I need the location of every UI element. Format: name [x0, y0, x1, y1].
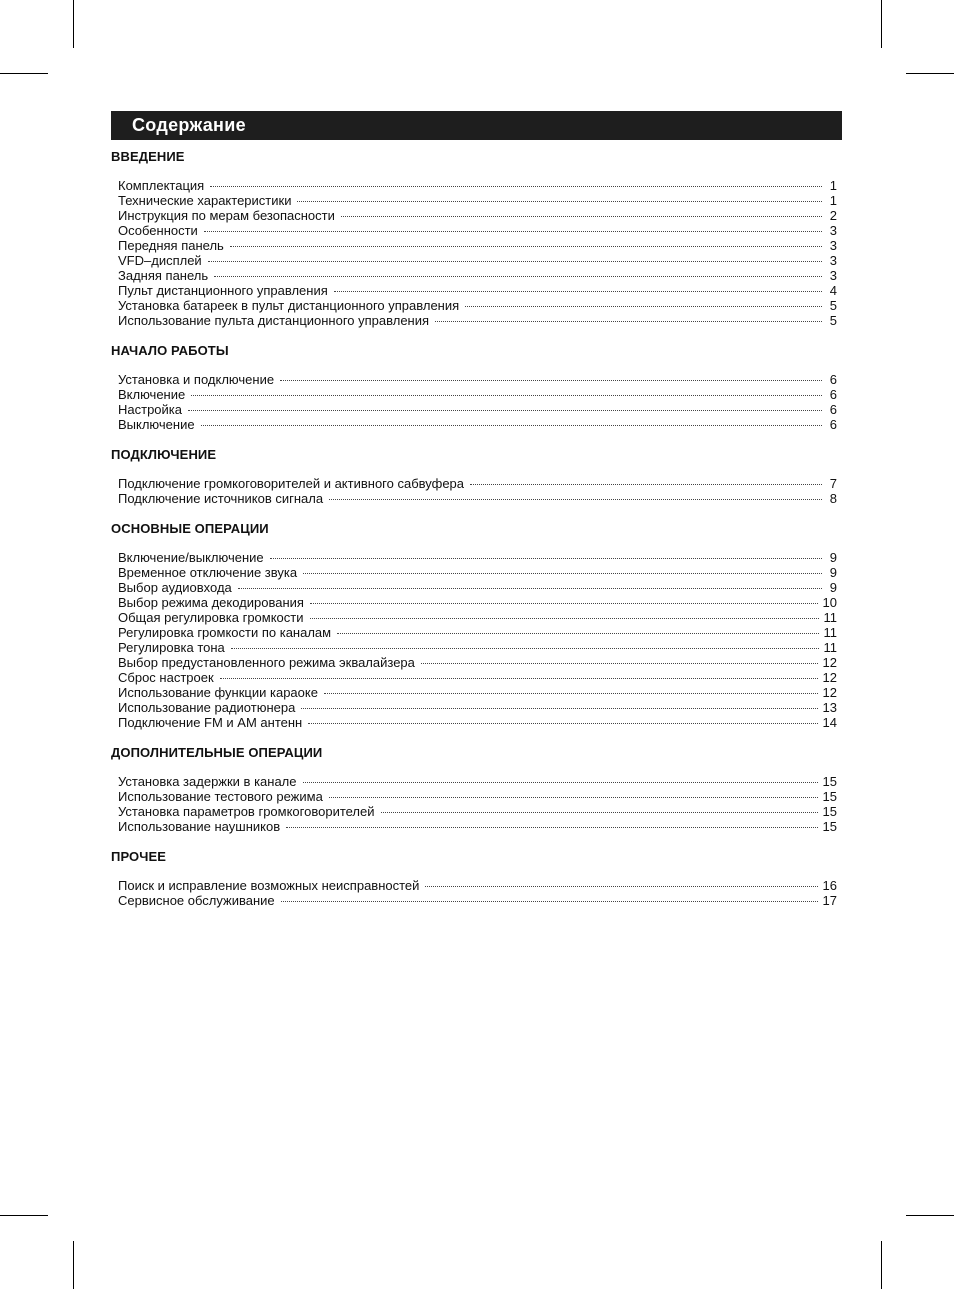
dot-leader	[280, 380, 822, 381]
entry-page-number: 17	[822, 893, 837, 908]
entry-label: Пульт дистанционного управления	[118, 283, 328, 298]
dot-leader	[208, 261, 822, 262]
toc-entry[interactable]	[111, 789, 842, 804]
dot-leader	[310, 618, 819, 619]
entry-label: Передняя панель	[118, 238, 224, 253]
entry-page-number: 16	[822, 878, 837, 893]
entry-page-number: 3	[829, 238, 837, 253]
toc-entry[interactable]	[111, 595, 842, 610]
entry-label: Инструкция по мерам безопасности	[118, 208, 335, 223]
entry-label: Общая регулировка громкости	[118, 610, 304, 625]
dot-leader	[286, 827, 817, 828]
toc-entry[interactable]	[111, 238, 842, 253]
toc-section	[111, 148, 842, 328]
entry-page-number: 3	[829, 268, 837, 283]
dot-leader	[231, 648, 819, 649]
toc-entry[interactable]	[111, 223, 842, 238]
entry-label: Технические характеристики	[118, 193, 292, 208]
entry-page-number: 12	[822, 655, 837, 670]
entry-page-number: 10	[822, 595, 837, 610]
dot-leader	[337, 633, 818, 634]
entry-label: Регулировка тона	[118, 640, 225, 655]
entry-page-number: 1	[829, 178, 837, 193]
toc-entry[interactable]	[111, 193, 842, 208]
entry-page-number: 6	[829, 372, 837, 387]
entry-label: Включение	[118, 387, 186, 402]
entry-label: Настройка	[118, 402, 182, 417]
toc-entry[interactable]	[111, 417, 842, 432]
toc-entry[interactable]	[111, 893, 842, 908]
dot-leader	[329, 797, 818, 798]
entry-label: Поиск и исправление возможных неисправностей	[118, 878, 420, 893]
crop-mark-top-right-vertical	[881, 0, 882, 48]
crop-mark-bottom-left-horizontal	[0, 1215, 48, 1216]
toc-entry[interactable]	[111, 313, 842, 328]
entry-page-number: 6	[829, 417, 837, 432]
toc-entry[interactable]	[111, 476, 842, 491]
toc-entry[interactable]	[111, 208, 842, 223]
entry-page-number: 15	[822, 789, 837, 804]
entry-label: Регулировка громкости по каналам	[118, 625, 332, 640]
entry-label: Использование наушников	[118, 819, 281, 834]
toc-entry[interactable]	[111, 625, 842, 640]
toc-entry[interactable]	[111, 610, 842, 625]
entry-label: Установка батареек в пульт дистанционного управления	[118, 298, 460, 313]
dot-leader	[329, 499, 822, 500]
dot-leader	[214, 276, 822, 277]
dot-leader	[324, 693, 818, 694]
toc-entry[interactable]	[111, 253, 842, 268]
dot-leader	[301, 708, 817, 709]
toc-entry[interactable]	[111, 878, 842, 893]
entry-page-number: 5	[829, 313, 837, 328]
entry-page-number: 13	[822, 700, 837, 715]
entry-page-number: 9	[829, 550, 837, 565]
toc-section	[111, 520, 842, 730]
entry-label: Сброс настроек	[118, 670, 214, 685]
entry-page-number: 8	[829, 491, 837, 506]
entry-label: Включение/выключение	[118, 550, 264, 565]
toc-entry[interactable]	[111, 700, 842, 715]
dot-leader	[435, 321, 822, 322]
entry-page-number: 1	[829, 193, 837, 208]
dot-leader	[191, 395, 822, 396]
dot-leader	[425, 886, 817, 887]
crop-mark-bottom-right-vertical	[881, 1241, 882, 1289]
table-of-contents	[111, 148, 842, 922]
entry-label: Подключение FM и AM антенн	[118, 715, 303, 730]
entry-label: Временное отключение звука	[118, 565, 298, 580]
entry-page-number: 11	[823, 610, 837, 625]
dot-leader	[341, 216, 822, 217]
dot-leader	[465, 306, 822, 307]
toc-entry[interactable]	[111, 402, 842, 417]
dot-leader	[210, 186, 822, 187]
toc-section	[111, 446, 842, 506]
crop-mark-top-right-horizontal	[906, 73, 954, 74]
dot-leader	[308, 723, 817, 724]
entry-label: VFD–дисплей	[118, 253, 202, 268]
entry-page-number: 15	[822, 774, 837, 789]
entry-label: Сервисное обслуживание	[118, 893, 275, 908]
entry-page-number: 11	[823, 640, 837, 655]
toc-entry[interactable]	[111, 640, 842, 655]
entry-page-number: 7	[829, 476, 837, 491]
toc-entry[interactable]	[111, 283, 842, 298]
toc-entry[interactable]	[111, 550, 842, 565]
dot-leader	[303, 782, 818, 783]
entry-page-number: 5	[829, 298, 837, 313]
dot-leader	[238, 588, 822, 589]
entry-label: Комплектация	[118, 178, 205, 193]
entry-label: Использование тестового режима	[118, 789, 323, 804]
toc-entry[interactable]	[111, 372, 842, 387]
toc-entry[interactable]	[111, 491, 842, 506]
entry-label: Выбор режима декодирования	[118, 595, 304, 610]
entry-label: Подключение громкоговорителей и активного сабвуфера	[118, 476, 465, 491]
crop-mark-bottom-right-horizontal	[906, 1215, 954, 1216]
entry-label: Установка и подключение	[118, 372, 275, 387]
entry-label: Выбор предустановленного режима эквалайзера	[118, 655, 415, 670]
entry-label: Особенности	[118, 223, 198, 238]
entry-page-number: 3	[829, 223, 837, 238]
entry-label: Выбор аудиовхода	[118, 580, 232, 595]
dot-leader	[334, 291, 822, 292]
toc-entry[interactable]	[111, 387, 842, 402]
toc-entry[interactable]	[111, 178, 842, 193]
crop-mark-bottom-left-vertical	[73, 1241, 74, 1289]
dot-leader	[270, 558, 822, 559]
toc-entry[interactable]	[111, 774, 842, 789]
dot-leader	[204, 231, 822, 232]
dot-leader	[381, 812, 818, 813]
toc-entry[interactable]	[111, 804, 842, 819]
dot-leader	[297, 201, 822, 202]
dot-leader	[470, 484, 822, 485]
crop-mark-top-left-horizontal	[0, 73, 48, 74]
section-heading: ДОПОЛНИТЕЛЬНЫЕ ОПЕРАЦИИ	[111, 745, 323, 760]
entry-page-number: 12	[822, 670, 837, 685]
toc-section	[111, 848, 842, 908]
entry-page-number: 6	[829, 402, 837, 417]
toc-entry[interactable]	[111, 715, 842, 730]
section-heading: НАЧАЛО РАБОТЫ	[111, 343, 229, 358]
entry-label: Установка параметров громкоговорителей	[118, 804, 375, 819]
section-heading: ПРОЧЕЕ	[111, 849, 167, 864]
dot-leader	[303, 573, 822, 574]
dot-leader	[281, 901, 818, 902]
dot-leader	[201, 425, 822, 426]
entry-page-number: 14	[822, 715, 837, 730]
section-heading: ПОДКЛЮЧЕНИЕ	[111, 447, 217, 462]
toc-section	[111, 744, 842, 834]
toc-entry[interactable]	[111, 670, 842, 685]
entry-page-number: 4	[829, 283, 837, 298]
dot-leader	[220, 678, 818, 679]
toc-entry[interactable]	[111, 819, 842, 834]
section-heading: ОСНОВНЫЕ ОПЕРАЦИИ	[111, 521, 269, 536]
toc-entry[interactable]	[111, 580, 842, 595]
entry-page-number: 2	[829, 208, 837, 223]
entry-label: Использование функции караоке	[118, 685, 318, 700]
toc-entry[interactable]	[111, 268, 842, 283]
entry-page-number: 9	[829, 580, 837, 595]
toc-entry[interactable]	[111, 685, 842, 700]
toc-entry[interactable]	[111, 298, 842, 313]
entry-label: Подключение источников сигнала	[118, 491, 324, 506]
dot-leader	[310, 603, 818, 604]
section-heading: ВВЕДЕНИЕ	[111, 149, 185, 164]
entry-page-number: 15	[822, 819, 837, 834]
entry-page-number: 6	[829, 387, 837, 402]
entry-label: Использование радиотюнера	[118, 700, 296, 715]
entry-label: Установка задержки в канале	[118, 774, 297, 789]
page-title: Содержание	[111, 111, 842, 140]
dot-leader	[188, 410, 822, 411]
dot-leader	[421, 663, 818, 664]
entry-page-number: 15	[822, 804, 837, 819]
entry-label: Использование пульта дистанционного управления	[118, 313, 430, 328]
entry-page-number: 11	[823, 625, 837, 640]
dot-leader	[230, 246, 822, 247]
entry-label: Выключение	[118, 417, 195, 432]
entry-label: Задняя панель	[118, 268, 209, 283]
crop-mark-top-left-vertical	[73, 0, 74, 48]
entry-page-number: 9	[829, 565, 837, 580]
toc-entry[interactable]	[111, 655, 842, 670]
entry-page-number: 3	[829, 253, 837, 268]
toc-entry[interactable]	[111, 565, 842, 580]
entry-page-number: 12	[822, 685, 837, 700]
toc-section	[111, 342, 842, 432]
